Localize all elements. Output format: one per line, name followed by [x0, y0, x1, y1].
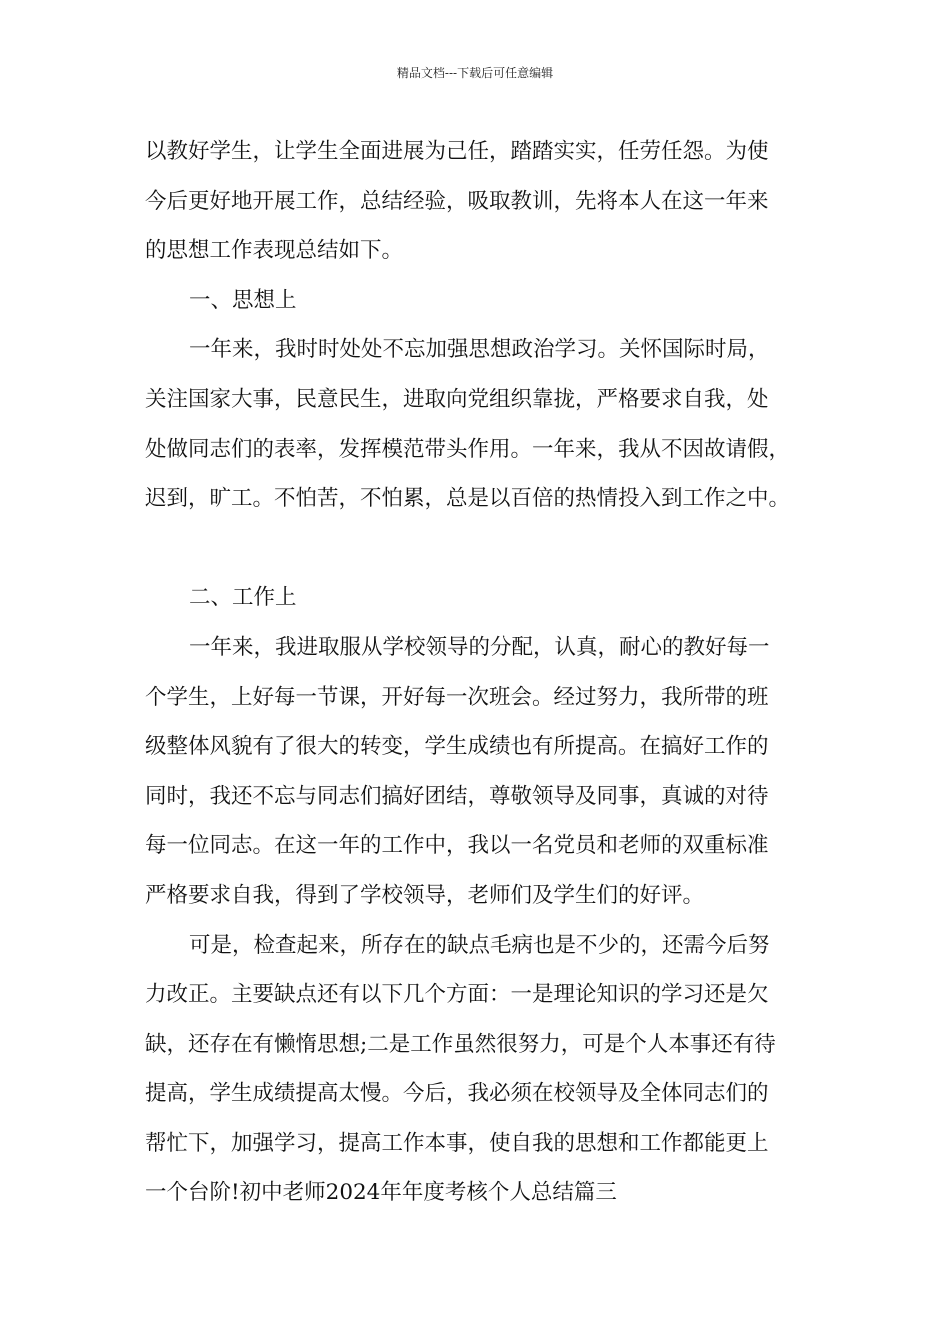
text-line: 可是，检查起来，所存在的缺点毛病也是不少的，还需今后努 [189, 932, 770, 958]
text-line: 的思想工作表现总结如下。 [145, 238, 404, 264]
text-line: 个学生，上好每一节课，开好每一次班会。经过努力，我所带的班 [145, 684, 769, 710]
section-heading-work: 二、工作上 [189, 585, 297, 611]
text-line: 以教好学生，让学生全面进展为己任，踏踏实实，任劳任怨。为使 [145, 139, 769, 164]
text-line: 今后更好地开展工作，总结经验，吸取教训，先将本人在这一年来 [145, 188, 769, 214]
text-line: 一年来，我进取服从学校领导的分配，认真，耐心的教好每一 [189, 634, 770, 660]
text-line: 力改正。主要缺点还有以下几个方面：一是理论知识的学习还是欠 [145, 982, 769, 1008]
page-header: 精品文档---下载后可任意编辑 [396, 66, 554, 80]
blank-line [145, 524, 825, 574]
text-line: 一年来，我时时处处不忘加强思想政治学习。关怀国际时局， [189, 337, 770, 363]
section-heading-thought: 一、思想上 [189, 287, 297, 313]
text-line: 严格要求自我，得到了学校领导，老师们及学生们的好评。 [145, 882, 705, 908]
text-line: 同时，我还不忘与同志们搞好团结，尊敬领导及同事，真诚的对待 [145, 783, 769, 809]
text-line: 一个台阶!初中老师2024年年度考核个人总结篇三 [145, 1180, 617, 1206]
text-line: 帮忙下，加强学习，提高工作本事，使自我的思想和工作都能更上 [145, 1130, 769, 1156]
text-line: 关注国家大事，民意民生，进取向党组织靠拢，严格要求自我，处 [145, 386, 769, 412]
text-line: 迟到，旷工。不怕苦，不怕累，总是以百倍的热情投入到工作之中。 [145, 486, 791, 512]
document-body [145, 127, 825, 1218]
text-line: 缺，还存在有懒惰思想;二是工作虽然很努力，可是个人本事还有待 [145, 1031, 776, 1057]
text-line: 处做同志们的表率，发挥模范带头作用。一年来，我从不因故请假， [145, 436, 791, 462]
text-line: 提高，学生成绩提高太慢。今后，我必须在校领导及全体同志们的 [145, 1081, 769, 1107]
text-line: 每一位同志。在这一年的工作中，我以一名党员和老师的双重标准 [145, 833, 769, 859]
text-line: 级整体风貌有了很大的转变，学生成绩也有所提高。在搞好工作的 [145, 734, 769, 760]
